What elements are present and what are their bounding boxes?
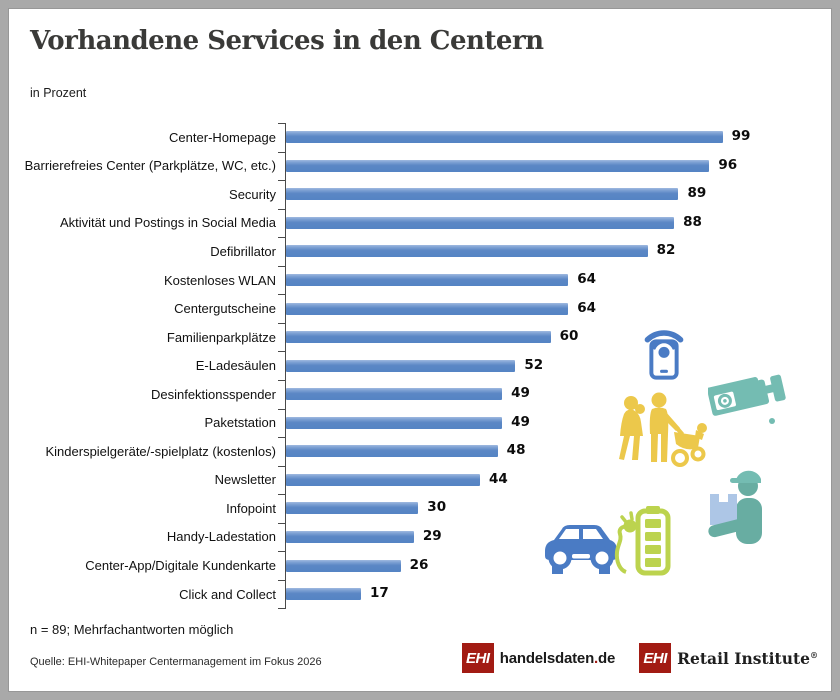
value-label: 44 xyxy=(489,470,508,487)
bar xyxy=(286,188,678,200)
value-label: 60 xyxy=(559,328,579,345)
category-label: Infopoint xyxy=(226,500,276,516)
value-label: 17 xyxy=(369,585,389,602)
chart-row xyxy=(8,294,832,323)
axis-tick xyxy=(278,123,285,124)
axis-tick xyxy=(278,580,285,581)
value-label: 49 xyxy=(511,413,530,430)
bar xyxy=(286,217,674,229)
bar xyxy=(286,474,480,486)
bar xyxy=(286,588,361,600)
bar xyxy=(286,388,502,400)
bar xyxy=(286,274,568,286)
handelsdaten-wordmark: handelsdaten.de xyxy=(499,649,616,667)
wifi-smartphone-icon xyxy=(640,320,688,380)
family-with-stroller-icon xyxy=(612,392,712,476)
value-label: 89 xyxy=(687,185,707,202)
sample-note: n = 89; Mehrfachantworten möglich xyxy=(30,622,234,637)
value-label: 26 xyxy=(409,556,429,573)
chart-row xyxy=(8,209,832,238)
axis-tick xyxy=(278,551,285,552)
chart-row xyxy=(8,266,832,295)
axis-tick xyxy=(278,466,285,467)
category-label: Defibrillator xyxy=(210,243,276,259)
value-label: 96 xyxy=(718,156,738,173)
category-label: Aktivität und Postings in Social Media xyxy=(59,215,276,231)
bar xyxy=(286,560,401,572)
bar xyxy=(286,303,568,315)
footer-logos xyxy=(462,643,818,673)
category-label: Desinfektionsspender xyxy=(150,386,276,402)
axis-tick xyxy=(278,152,285,153)
value-label: 29 xyxy=(422,527,442,544)
logo-retail-institute xyxy=(639,643,818,673)
category-label: Barrierefreies Center (Parkplätze, WC, etc.) xyxy=(24,158,276,174)
category-label: Paketstation xyxy=(204,415,276,431)
axis-tick xyxy=(278,237,285,238)
category-label: Security xyxy=(229,186,276,202)
car-icon xyxy=(539,515,623,577)
axis-tick xyxy=(278,266,285,267)
value-label: 48 xyxy=(506,442,526,459)
bar xyxy=(286,360,515,372)
axis-tick xyxy=(278,294,285,295)
category-label: E-Ladesäulen xyxy=(195,358,276,374)
bar xyxy=(286,502,418,514)
axis-tick xyxy=(278,180,285,181)
axis-tick xyxy=(278,409,285,410)
category-label: Newsletter xyxy=(214,472,276,488)
bar xyxy=(286,245,648,257)
value-label: 49 xyxy=(511,385,530,402)
category-label: Centergutscheine xyxy=(174,301,276,317)
bar xyxy=(286,531,414,543)
chart-row xyxy=(8,123,832,152)
ev-charging-battery-icon xyxy=(612,502,672,578)
axis-tick xyxy=(278,209,285,210)
page-title: Vorhandene Services in den Centern xyxy=(30,26,544,56)
source-note: Quelle: EHI-Whitepaper Centermanagement im Fokus 2026 xyxy=(30,656,322,668)
axis-tick xyxy=(278,351,285,352)
value-label: 88 xyxy=(683,213,702,230)
ehi-logo-square: EHI xyxy=(639,643,671,673)
bar xyxy=(286,445,498,457)
value-label: 52 xyxy=(524,356,544,373)
category-label: Click and Collect xyxy=(179,586,276,602)
category-label: Familienparkplätze xyxy=(166,329,276,345)
chart-row xyxy=(8,152,832,181)
category-label: Center-Homepage xyxy=(169,129,276,145)
axis-tick xyxy=(278,494,285,495)
chart-row xyxy=(8,180,832,209)
category-label: Center-App/Digitale Kundenkarte xyxy=(85,558,276,574)
axis-tick xyxy=(278,380,285,381)
value-label: 99 xyxy=(731,128,751,145)
category-label: Kinderspielgeräte/-spielplatz (kostenlos) xyxy=(45,443,276,459)
chart-unit-label: in Prozent xyxy=(30,86,87,100)
value-label: 64 xyxy=(577,271,597,288)
chart-row xyxy=(8,323,832,352)
axis-tick xyxy=(278,437,285,438)
parcel-courier-icon xyxy=(706,466,770,558)
surveillance-camera-icon xyxy=(708,372,786,426)
retail-institute-wordmark: Retail Institute® xyxy=(677,648,818,668)
ehi-logo-square: EHI xyxy=(462,643,494,673)
axis-tick xyxy=(278,323,285,324)
axis-tick xyxy=(278,523,285,524)
value-label: 64 xyxy=(577,299,597,316)
logo-handelsdaten xyxy=(462,643,615,673)
category-label: Kostenloses WLAN xyxy=(164,272,276,288)
value-label: 82 xyxy=(656,242,676,259)
bar xyxy=(286,131,723,143)
chart-row xyxy=(8,580,832,609)
bar xyxy=(286,160,709,172)
category-label: Handy-Ladestation xyxy=(166,529,276,545)
bar xyxy=(286,331,551,343)
bar xyxy=(286,417,502,429)
value-label: 30 xyxy=(427,499,447,516)
axis-tick xyxy=(278,608,285,609)
chart-row xyxy=(8,237,832,266)
